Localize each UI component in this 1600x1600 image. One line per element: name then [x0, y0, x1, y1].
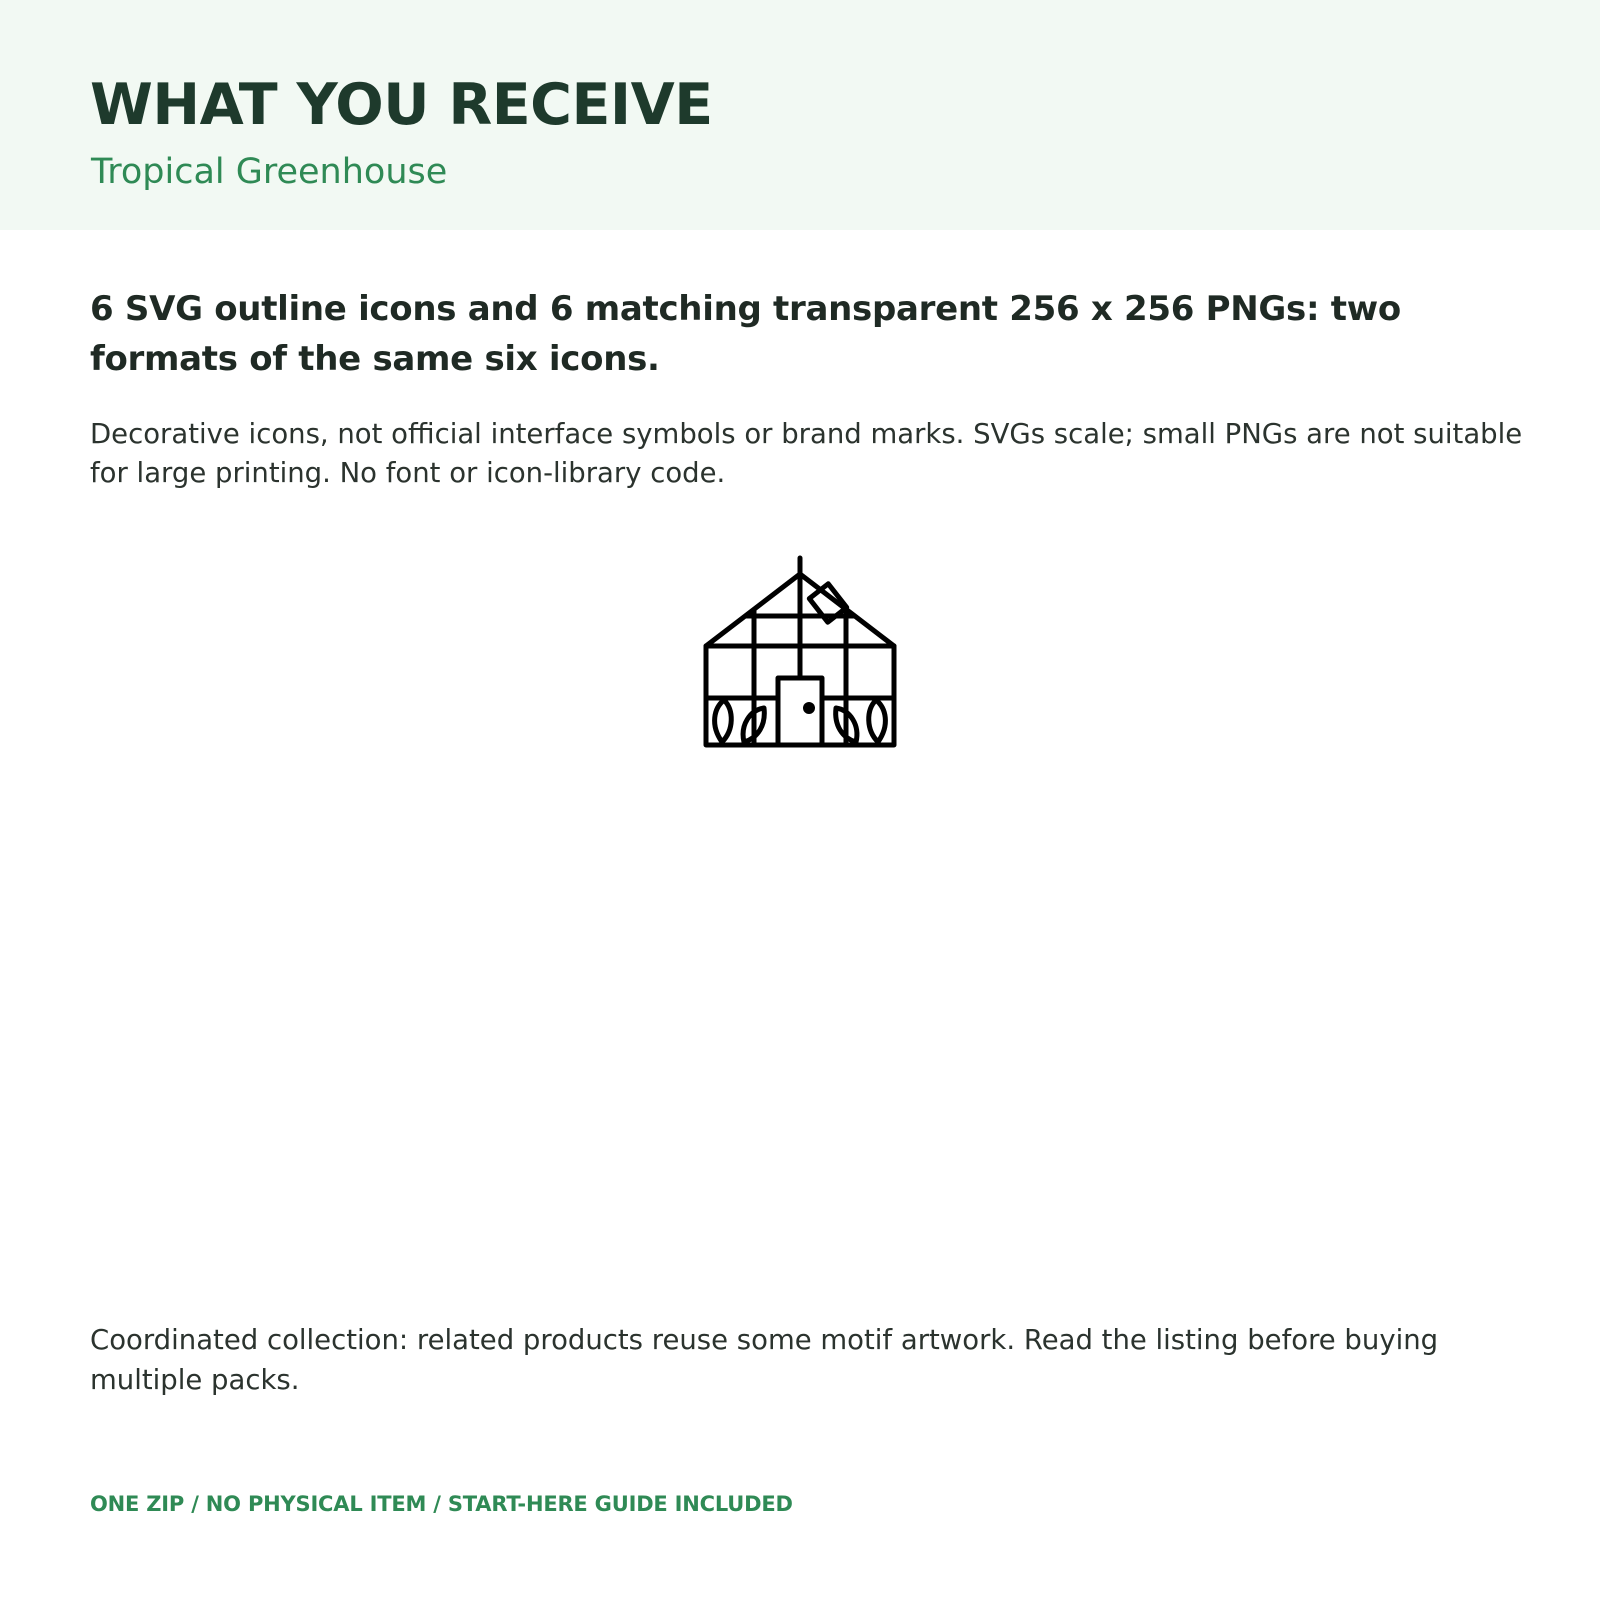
- usage-note: Decorative icons, not official interface symbols or brand marks. SVGs scale; small PNGs are not suitable for large printing. No font or icon-library code.: [90, 418, 1523, 489]
- page-subtitle: Tropical Greenhouse: [91, 152, 448, 192]
- header-banner: [0, 0, 1600, 230]
- page-title: WHAT YOU RECEIVE: [90, 72, 713, 138]
- delivery-tagline: ONE ZIP / NO PHYSICAL ITEM / START-HERE GUIDE INCLUDED: [90, 1492, 793, 1516]
- lead-description: 6 SVG outline icons and 6 matching transparent 256 x 256 PNGs: two formats of the same six icons.: [90, 289, 1401, 379]
- collection-note: Coordinated collection: related products reuse some motif artwork. Read the listing before buying multiple packs.: [90, 1324, 1439, 1396]
- greenhouse-icon: [700, 550, 900, 750]
